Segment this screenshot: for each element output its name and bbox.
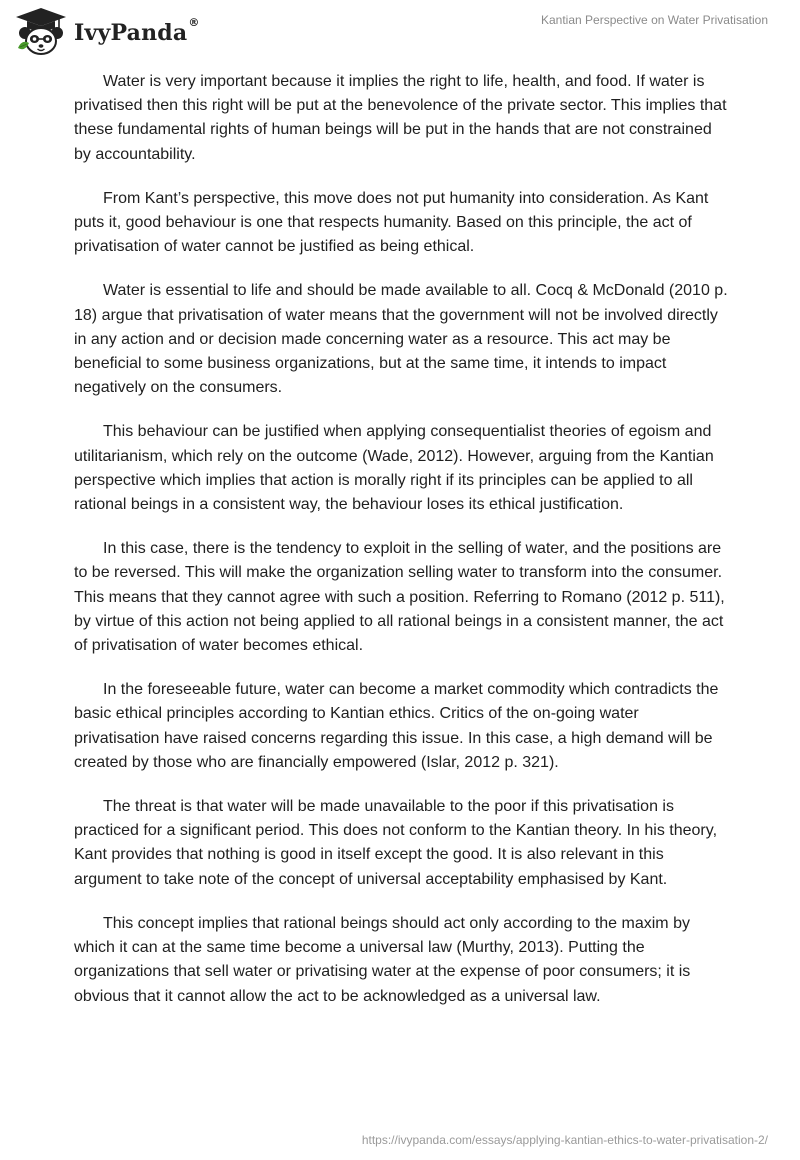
panda-graduate-icon: [14, 6, 68, 58]
document-title: Kantian Perspective on Water Privatisation: [541, 13, 768, 27]
page-header: [0, 0, 800, 64]
paragraph-5: In this case, there is the tendency to exploit in the selling of water, and the positions are to be reversed. This will make the organization selling water to transform into the consumer. This means that they cannot agree with such a position. Referring to Romano (2012 p. 511), by virtue of this action not being applied to all rational beings in a consistent manner, the act of privatisation of water becomes ethical.: [74, 540, 725, 655]
paragraph-6: In the foreseeable future, water can become a market commodity which contradicts the basic ethical principles according to Kantian ethics. Critics of the on-going water privatisation have raised concerns regarding this issue. In this case, a high demand will be created by those who are financially empowered (Islar, 2012 p. 321).: [74, 681, 719, 771]
source-url-link[interactable]: https://ivypanda.com/essays/applying-kantian-ethics-to-water-privatisation-2/: [361, 1133, 768, 1147]
paragraph-2: From Kant’s perspective, this move does not put humanity into consideration. As Kant puts it, good behaviour is one that respects humanity. Based on this principle, the act of privatisation of water cannot be justified as being ethical.: [74, 189, 709, 256]
paragraph-8: This concept implies that rational beings should act only according to the maxim by which it can at the same time become a universal law (Murthy, 2013). Putting the organizations that sell water or privatising water at the expense of poor consumers; it is obvious that it cannot allow the act to be acknowledged as a universal law.: [74, 914, 691, 1005]
brand-name: IvyPanda®: [74, 16, 200, 46]
essay-body: [74, 70, 728, 1029]
paragraph-7: The threat is that water will be made unavailable to the poor if this privatisation is practiced for a significant period. This does not conform to the Kantian theory. In his theory, Kant provides that nothing is good in itself except the good. It is also relevant in this argument to take note of the concept of universal acceptability emphasised by Kant.: [74, 798, 718, 888]
paragraph-4: This behaviour can be justified when applying consequentialist theories of egoism and utilitarianism, which rely on the outcome (Wade, 2012). However, arguing from the Kantian perspective which implies that action is morally right if its principles can be applied to all rational beings in a consistent way, the behaviour loses its ethical justification.: [74, 423, 714, 514]
registered-mark: ®: [188, 16, 200, 29]
paragraph-1: Water is very important because it implies the right to life, health, and food. If water is privatised then this right will be put at the benevolence of the private sector. This implies that these fundamental rights of human beings will be put in the hands that are not constrained by accountability.: [74, 73, 727, 163]
paragraph-3: Water is essential to life and should be made available to all. Cocq & McDonald (2010 p. 18) argue that privatisation of water means that the government will not be involved directly in any action and or decision made concerning water as a resource. This act may be beneficial to some business organizations, but at the same time, it intends to impact negatively on the consumers.: [74, 282, 728, 397]
ivypanda-logo[interactable]: [14, 6, 200, 58]
